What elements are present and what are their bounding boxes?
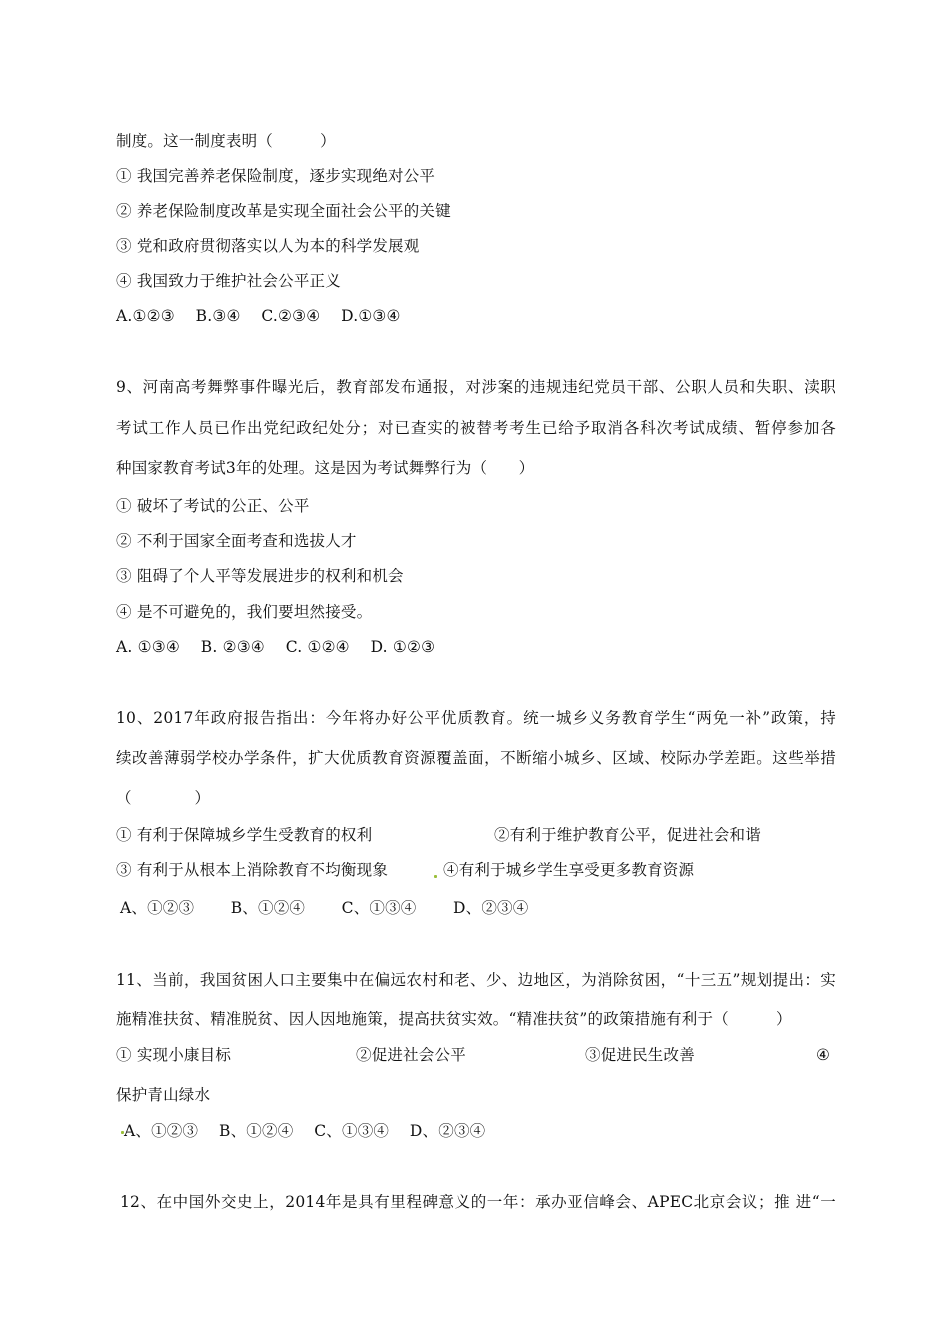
question-10-line-2: 续改善薄弱学校办学条件，扩大优质教育资源覆盖面，不断缩小城乡、区域、校际办学差距。这些举措 — [116, 749, 836, 767]
option-4: ④有利于城乡学生享受更多教育资源 — [443, 861, 695, 879]
question-9-line-2: 考试工作人员已作出党纪政纪处分；对已查实的被替考考生已给予取消各科次考试成绩、暂停参加各 — [116, 419, 836, 437]
question-11-line-2: 施精准扶贫、精准脱贫、因人因地施策，提高扶贫实效。“精准扶贫”的政策措施有利于（ ） — [116, 1010, 792, 1028]
option-2: ② 养老保险制度改革是实现全面社会公平的关键 — [116, 202, 451, 220]
option-1: ① 破坏了考试的公正、公平 — [116, 497, 310, 515]
option-3: ③ 阻碍了个人平等发展进步的权利和机会 — [116, 567, 404, 585]
question-11-line-1: 11、当前，我国贫困人口主要集中在偏远农村和老、少、边地区，为消除贫困，“十三五”规划提出：实 — [116, 971, 836, 989]
answer-choices: A.①②③ B.③④ C.②③④ D.①③④ — [116, 307, 401, 325]
option-2: ②有利于维护教育公平，促进社会和谐 — [494, 826, 761, 844]
option-1: ① 我国完善养老保险制度，逐步实现绝对公平 — [116, 167, 436, 185]
option-3: ③ 党和政府贯彻落实以人为本的科学发展观 — [116, 237, 420, 255]
question-9-line-1: 9、河南高考舞弊事件曝光后，教育部发布通报，对涉案的违规违纪党员干部、公职人员和失职、渎职 — [116, 378, 836, 396]
text-line: 制度。这一制度表明（ ） — [116, 132, 336, 150]
question-9-line-3: 种国家教育考试3年的处理。这是因为考试舞弊行为（ ） — [116, 459, 535, 477]
option-2: ②促进社会公平 — [356, 1046, 466, 1064]
answer-choices: A. ①③④ B. ②③④ C. ①②④ D. ①②③ — [116, 638, 436, 656]
option-4-text: 保护青山绿水 — [116, 1086, 211, 1104]
stray-mark — [434, 875, 437, 878]
answer-blank: （ ） — [116, 789, 211, 807]
question-10-line-1: 10、2017年政府报告指出：今年将办好公平优质教育。统一城乡义务教育学生“两免一补”政策，持 — [116, 709, 836, 727]
question-12-line-1: 12、在中国外交史上，2014年是具有里程碑意义的一年：承办亚信峰会、APEC北京会议；推 进“一 — [120, 1193, 836, 1211]
option-2: ② 不利于国家全面考查和选拔人才 — [116, 532, 357, 550]
option-3: ③ 有利于从根本上消除教育不均衡现象 — [116, 861, 389, 879]
option-1: ① 实现小康目标 — [116, 1046, 232, 1064]
option-4-number: ④ — [816, 1046, 831, 1064]
option-4: ④ 是不可避免的，我们要坦然接受。 — [116, 603, 373, 621]
option-1: ① 有利于保障城乡学生受教育的权利 — [116, 826, 373, 844]
answer-choices: A、①②③ B、①②④ C、①③④ D、②③④ — [124, 1122, 486, 1140]
option-4: ④ 我国致力于维护社会公平正义 — [116, 272, 341, 290]
option-3: ③促进民生改善 — [585, 1046, 695, 1064]
answer-choices: A、①②③ B、①②④ C、①③④ D、②③④ — [120, 899, 529, 917]
